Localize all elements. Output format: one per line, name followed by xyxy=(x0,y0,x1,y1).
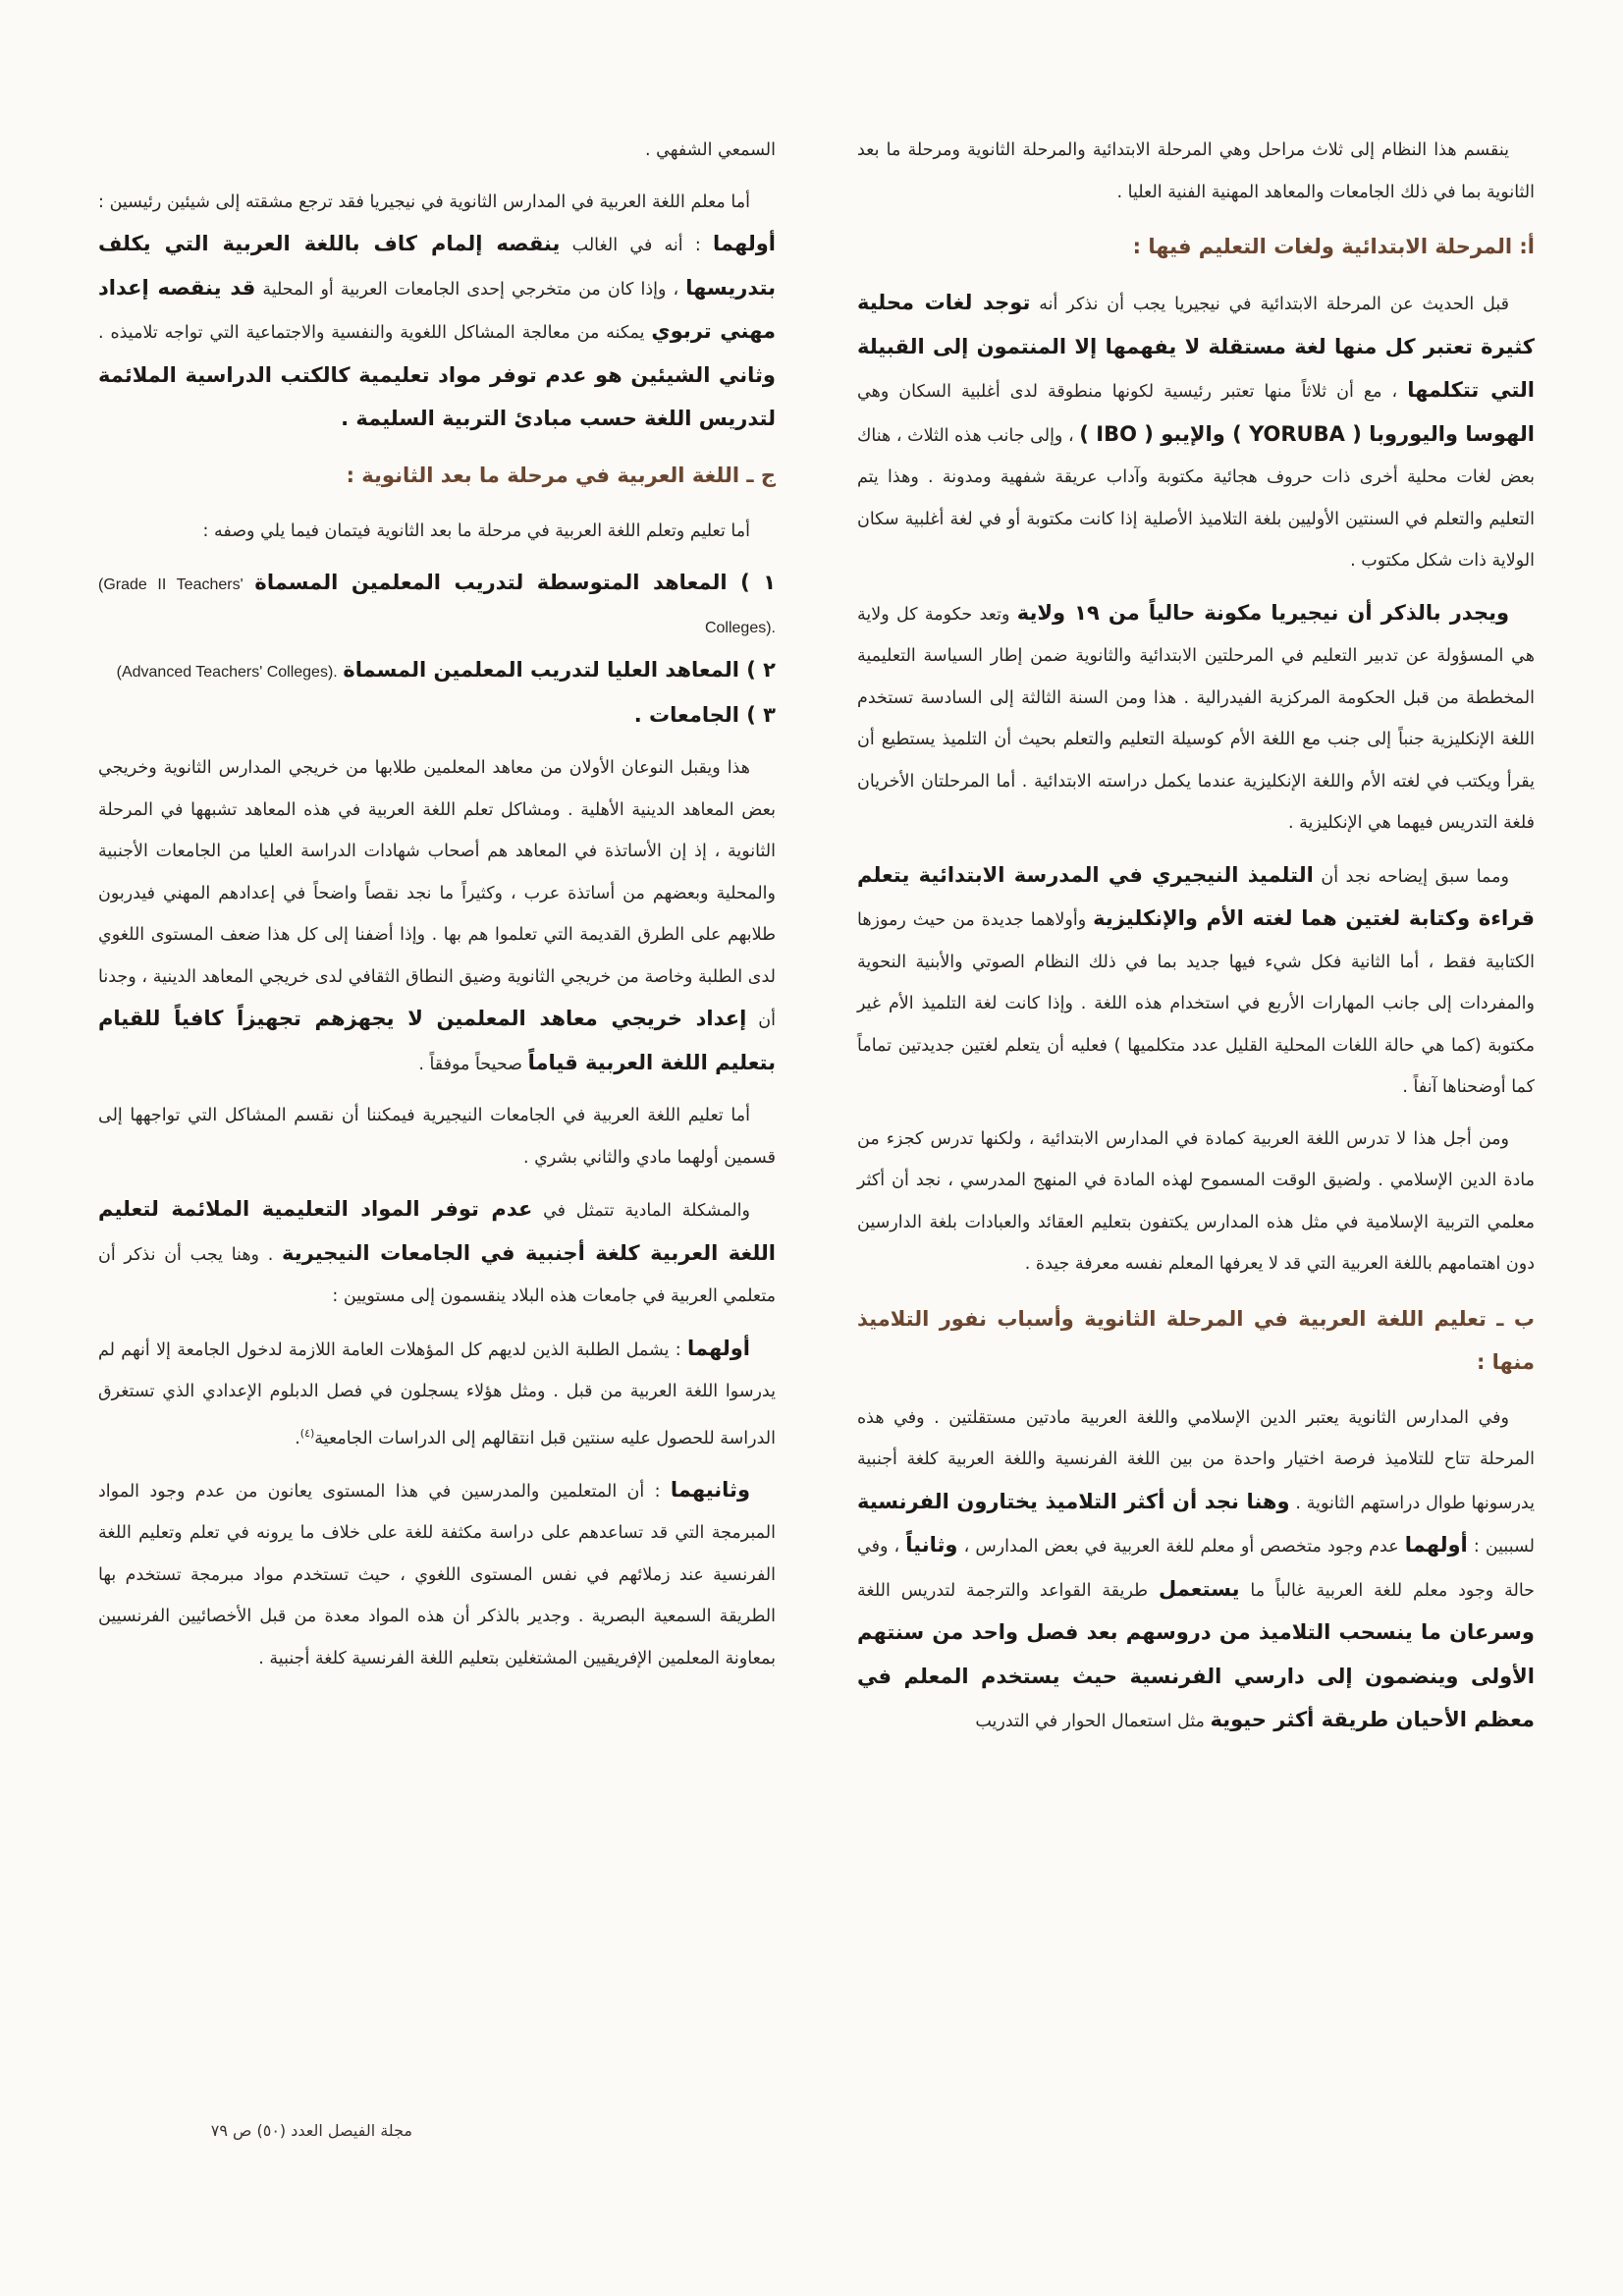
text: أما معلم اللغة العربية في المدارس الثانوية في نيجيريا فقد ترجع مشقته إلى شيئين رئيسين : xyxy=(98,191,750,212)
bold-text: وثانيهما xyxy=(670,1477,750,1502)
left-column xyxy=(98,130,776,1689)
bold-text: ينقصه إلمام كاف باللغة العربية التي يكلف بتدريسها xyxy=(98,232,776,300)
text: يمكنه من معالجة المشاكل اللغوية والنفسية والاجتماعية التي تواجه تلاميذه . xyxy=(98,323,645,343)
bold-text: يستعمل xyxy=(1158,1576,1240,1601)
bold-text: التلميذ النيجيري في المدرسة الابتدائية يتعلم قراءة وكتابة لغتين هما لغته الأم والإنكليزية xyxy=(857,862,1535,930)
list-item-label: ٢ ) المعاهد العليا لتدريب المعلمين المسماة xyxy=(343,658,776,682)
page-footer: مجلة الفيصل العدد (٥٠) ص ٧٩ xyxy=(210,2121,412,2140)
paragraph xyxy=(98,1328,776,1459)
text: أما تعليم اللغة العربية في الجامعات النيجيرية فيمكننا أن نقسم المشاكل التي تواجهها إلى قسمين أولهما مادي والثاني بشري . xyxy=(98,1106,776,1168)
paragraph xyxy=(857,130,1535,213)
list-item-english: (Advanced Teachers' Colleges). xyxy=(116,664,338,681)
bold-text: الهوسا واليوروبا ( YORUBA ) والإيبو ( IBO ) xyxy=(1079,421,1535,446)
bold-text: وهنا نجد أن أكثر التلاميذ يختارون الفرنسية xyxy=(857,1489,1290,1513)
text: السمعي الشفهي . xyxy=(645,140,776,160)
text: : أن المتعلمين والمدرسين في هذا المستوى يعانون من عدم وجود المواد المبرمجة التي قد تساعدهم على دراسة مكثفة للغة على خلاف ما يرونه في تعلم وتعليم اللغة الفرنسية عند زملائهم في نفس المستوى اللغوي ، حيث تستخدم مواد مبرمجة تستخدم بها الطريقة السمعية البصرية . وجدير بالذكر أن هذه المواد معدة من قبل الأخصائيين الفرنسيين بمعاونة المعلمين الإفريقيين المشتغلين بتعليم اللغة الفرنسية كلغة أجنبية . xyxy=(98,1481,776,1668)
text: والمشكلة المادية تتمثل في xyxy=(543,1201,750,1221)
text: صحيحاً موفقاً . xyxy=(418,1054,523,1074)
text: ، مع أن ثلاثاً منها تعتبر رئيسية لكونها منطوقة لدى أغلبية السكان وهي xyxy=(857,382,1398,402)
bold-text: توجد لغات محلية كثيرة تعتبر كل منها لغة مستقلة لا يفهمها إلا المنتمون إلى القبيلة التي تتكلمها xyxy=(857,291,1535,402)
section-heading-a: أ: المرحلة الابتدائية ولغات التعليم فيها : xyxy=(1132,235,1535,258)
bold-text: عدم توفر المواد التعليمية الملائمة لتعليم اللغة العربية كلغة أجنبية في الجامعات النيجيرية xyxy=(98,1197,776,1265)
paragraph xyxy=(98,130,776,172)
text: . وهنا يجب أن نذكر أن متعلمي العربية في جامعات هذه البلاد ينقسمون إلى مستويين : xyxy=(98,1244,776,1306)
paragraph xyxy=(98,1095,776,1178)
text: : أنه في الغالب xyxy=(571,236,701,255)
bold-text: وثاني الشيئين هو عدم توفر مواد تعليمية كالكتب الدراسية الملائمة لتدريس اللغة حسب مبادئ التربية السليمة . xyxy=(98,362,776,430)
paragraph xyxy=(857,854,1535,1109)
list-item xyxy=(98,649,776,694)
bold-text: وثانياً xyxy=(905,1533,958,1557)
text: ومما سبق إيضاحه نجد أن xyxy=(1321,866,1509,887)
text: وفي المدارس الثانوية يعتبر الدين الإسلامي واللغة العربية مادتين مستقلتين . وفي هذه المرحلة تتاح للتلاميذ فرصة اختيار واحدة من بين اللغة الفرنسية واللغة العربية كلغة أجنبية يدرسونها طوال دراستهم الثانوية . xyxy=(857,1407,1535,1513)
bold-text: أولهما xyxy=(1404,1533,1468,1557)
text: : يشمل الطلبة الذين لديهم كل المؤهلات العامة اللازمة لدخول الجامعة إلا أنهم لم يدرسوا اللغة العربية من قبل . ومثل هؤلاء يسجلون في فصل الدبلوم الإعدادي الذي تستغرق الدراسة للحصول عليه سنتين قبل انتقالهم إلى الدراسات الجامعية xyxy=(98,1339,776,1449)
text: ، وإلى جانب هذه الثلاث ، هناك بعض لغات محلية أخرى ذات حروف هجائية مكتوبة وآداب عريقة شفهية ومدونة . وهذا يتم التعليم والتعلم في السنتين الأوليين بلغة التلاميذ الأصلية إذا كانت مكتوبة أو في لغة أغلبية سكان الولاية ذات شكل مكتوب . xyxy=(857,425,1535,571)
list-item-label: ١ ) المعاهد المتوسطة لتدريب المعلمين المسماة xyxy=(254,571,777,594)
list-item xyxy=(98,694,776,738)
paragraph xyxy=(98,747,776,1085)
text: ومن أجل هذا لا تدرس اللغة العربية كمادة في المدارس الابتدائية ، ولكنها تدرس كجزء من مادة الدين الإسلامي . ولضيق الوقت المسموح لهذه المادة في المنهج المدرسي ، نجد أن أكثر معلمي التربية الإسلامية في مثل هذه المدارس يكتفون بتعليم العقائد والعبادات بلغة الدارسين دون اهتمامهم باللغة العربية التي قد لا يعرفها المعلم نفسه معرفة جيدة . xyxy=(857,1128,1535,1274)
list-item-label: ٣ ) الجامعات . xyxy=(633,702,776,727)
paragraph xyxy=(857,1119,1535,1285)
text: لسببين : xyxy=(1473,1537,1535,1557)
paragraph xyxy=(98,1188,776,1318)
text: ، وإذا كان من متخرجي إحدى الجامعات العربية أو المحلية xyxy=(262,279,679,300)
text: عدم وجود متخصص أو معلم للغة العربية في بعض المدارس ، xyxy=(963,1537,1399,1557)
text: طريقة القواعد والترجمة لتدريس اللغة xyxy=(857,1580,1149,1601)
footnote-marker: (٤) xyxy=(299,1426,315,1440)
right-column xyxy=(857,130,1535,1753)
bold-text: قد ينقصه إعداد مهني تربوي xyxy=(98,275,776,343)
paragraph xyxy=(98,182,776,442)
list-item xyxy=(98,562,776,649)
text: أما تعليم وتعلم اللغة العربية في مرحلة ما بعد الثانوية فيتمان فيما يلي وصفه : xyxy=(202,520,750,541)
paragraph xyxy=(98,1469,776,1680)
paragraph xyxy=(98,511,776,553)
text: وأولاهما جديدة من حيث رموزها الكتابية فقط ، أما الثانية فكل شيء فيها جديد بما في ذلك النظام الصوتي والأبنية النحوية والمفردات إلى جانب المهارات الأربع في استخدام هذه اللغة . وإذا كانت لغة التلميذ الأم غير مكتوبة (كما هي حالة اللغات المحلية القليل عدد متكلميها ) فعليه أن يتعلم لغتين جديدتين تماماً كما أوضحناها آنفاً . xyxy=(857,910,1535,1097)
bold-text: ويجدر بالذكر أن نيجيريا مكونة حالياً من ١٩ ولاية xyxy=(1016,600,1510,625)
text: هذا ويقبل النوعان الأولان من معاهد المعلمين طلابها من خريجي المدارس الثانوية وخريجي بعض المعاهد الدينية الأهلية . ومشاكل تعلم اللغة العربية في هذه المعاهد تشبهها في المرحلة الثانوية ، إذ إن الأساتذة في المعاهد هم أصحاب شهادات الدراسة العليا من الجامعات الأجنبية والمحلية وبعضهم من أساتذة عرب ، وكثيراً ما نجد نقصاً واضحاً في إعدادهم المهني فيدربون طلابهم على الطرق القديمة التي تعلموا هم بها . وإذا أضفنا إلى كل هذا ضعف المستوى اللغوي لدى الطلبة وخاصة من خريجي الثانوية وضيق النطاق الثقافي لدى خريجي المعاهد الدينية ، وجدنا أن xyxy=(98,758,776,1030)
bold-text: إعداد خريجي معاهد المعلمين لا يجهزهم تجهيزاً كافياً للقيام بتعليم اللغة العربية قياماً xyxy=(98,1007,776,1074)
text: قبل الحديث عن المرحلة الابتدائية في نيجيريا يجب أن نذكر أنه xyxy=(1039,295,1509,314)
bold-text: وسرعان ما ينسحب التلاميذ من دروسهم بعد فصل واحد من سنتهم الأولى وينضمون إلى دارسي الفرنسية حيث يستخدم المعلم في معظم الأحيان طريقة أكثر حيوية xyxy=(857,1620,1535,1731)
section-heading-b: ب ـ تعليم اللغة العربية في المرحلة الثانوية وأسباب نفور التلاميذ منها : xyxy=(857,1306,1535,1374)
paragraph xyxy=(857,282,1535,582)
paragraph xyxy=(857,1397,1535,1743)
text: وتعد حكومة كل ولاية هي المسؤولة عن تدبير التعليم في المرحلتين الابتدائية والثانوية ضمن إطار السياسة التعليمية المخططة من قبل الحكومة المركزية الفيدرالية . هذا ومن السنة الثالثة إلى السادسة تستخدم اللغة الإنكليزية جنباً إلى جنب مع اللغة الأم كوسيلة التعليم والتعلم بحيث أن التلميذ يستطيع أن يقرأ ويكتب في لغته الأم واللغة الإنكليزية عندما يكمل دراسته الابتدائية . أما المرحلتان الأخريان فلغة التدريس فيهما هي الإنكليزية . xyxy=(857,604,1535,833)
text: ينقسم هذا النظام إلى ثلاث مراحل وهي المرحلة الابتدائية والمرحلة الثانوية ومرحلة ما بعد الثانوية بما في ذلك الجامعات والمعاهد المهنية الفنية العليا . xyxy=(857,140,1535,202)
list-item-english: (Grade II Teachers' Colleges). xyxy=(98,576,776,636)
text: ، وفي حالة وجود معلم للغة العربية غالباً ما xyxy=(857,1537,1535,1601)
section-heading-c: ج ـ اللغة العربية في مرحلة ما بعد الثانوية : xyxy=(346,463,776,487)
bold-text: أولهما xyxy=(687,1336,750,1360)
text: . xyxy=(295,1428,300,1449)
text: مثل استعمال الحوار في التدريب xyxy=(975,1712,1205,1731)
paragraph xyxy=(857,592,1535,845)
bold-text: أولهما xyxy=(713,232,776,255)
